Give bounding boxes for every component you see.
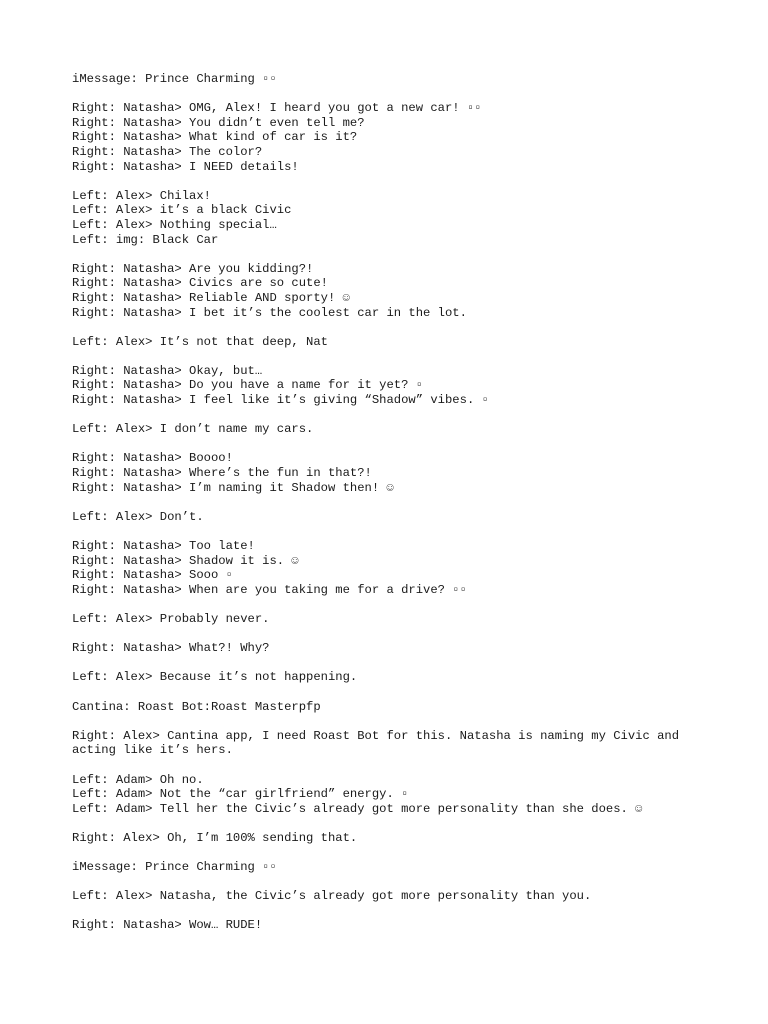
text-line: Left: Alex> it’s a black Civic bbox=[72, 203, 292, 218]
text-line: Right: Natasha> Do you have a name for it yet? ▫ bbox=[72, 378, 424, 393]
text-line: Right: Natasha> Too late! bbox=[72, 539, 255, 553]
text-line: Right: Natasha> I NEED details! bbox=[72, 159, 299, 174]
text-line: Cantina: Roast Bot:Roast Masterpfp bbox=[72, 699, 321, 714]
text-line: Right: Alex> Oh, I’m 100% sending that. bbox=[72, 830, 358, 845]
text-line: Right: Natasha> When are you taking me for a drive? ▫▫ bbox=[72, 582, 467, 597]
text-line: Left: Alex> It’s not that deep, Nat bbox=[72, 334, 328, 349]
text-block bbox=[72, 539, 696, 597]
text-line: Left: Adam> Oh no. bbox=[72, 772, 204, 787]
text-block bbox=[72, 72, 696, 87]
text-block bbox=[72, 641, 696, 656]
text-block bbox=[72, 889, 696, 904]
text-line: Right: Natasha> The color? bbox=[72, 144, 263, 159]
text-line: Right: Natasha> Reliable AND sporty! ☺ bbox=[72, 290, 350, 305]
text-line: Left: Alex> Don’t. bbox=[72, 509, 204, 524]
text-line: Right: Natasha> Wow… RUDE! bbox=[72, 918, 263, 933]
text-line: Right: Natasha> OMG, Alex! I heard you got a new car! ▫▫ bbox=[72, 101, 482, 116]
text-block bbox=[72, 262, 696, 320]
text-line: Right: Natasha> Where’s the fun in that?! bbox=[72, 466, 372, 481]
text-line: Right: Natasha> Okay, but… bbox=[72, 363, 263, 378]
text-line: Left: Adam> Not the “car girlfriend” energy. ▫ bbox=[72, 787, 409, 802]
text-block bbox=[72, 612, 696, 627]
text-line: Left: Alex> Because it’s not happening. bbox=[72, 670, 358, 685]
text-block bbox=[72, 451, 696, 495]
text-line: Right: Natasha> Shadow it is. ☺ bbox=[72, 553, 299, 568]
text-block bbox=[72, 101, 696, 174]
text-block bbox=[72, 773, 696, 817]
text-line: Right: Natasha> Sooo ▫ bbox=[72, 568, 233, 583]
text-block bbox=[72, 670, 696, 685]
text-block bbox=[72, 189, 696, 247]
text-line: Right: Natasha> Boooo! bbox=[72, 451, 233, 466]
text-line: Right: Natasha> I bet it’s the coolest car in the lot. bbox=[72, 305, 467, 320]
text-line: Right: Alex> Cantina app, I need Roast Bot for this. Natasha is naming my Civic and acting like it’s hers. bbox=[72, 728, 687, 758]
text-line: iMessage: Prince Charming ▫▫ bbox=[72, 72, 277, 86]
text-block bbox=[72, 510, 696, 525]
text-line: Right: Natasha> I’m naming it Shadow then! ☺ bbox=[72, 480, 394, 495]
text-line: Right: Natasha> Civics are so cute! bbox=[72, 276, 328, 291]
text-line: Right: Natasha> Are you kidding?! bbox=[72, 261, 314, 276]
text-line: Right: Natasha> You didn’t even tell me? bbox=[72, 115, 365, 130]
text-line: Left: Alex> Nothing special… bbox=[72, 217, 277, 232]
text-line: Right: Natasha> What kind of car is it? bbox=[72, 130, 358, 145]
text-block bbox=[72, 729, 696, 758]
text-line: Left: Alex> Chilax! bbox=[72, 188, 211, 203]
text-line: Left: Alex> Probably never. bbox=[72, 611, 270, 626]
text-line: Right: Natasha> What?! Why? bbox=[72, 641, 270, 656]
text-line: Left: Alex> Natasha, the Civic’s already got more personality than you. bbox=[72, 889, 592, 904]
text-line: Left: Alex> I don’t name my cars. bbox=[72, 422, 314, 437]
text-line: Left: Adam> Tell her the Civic’s already got more personality than she does. ☺ bbox=[72, 801, 643, 816]
text-line: Right: Natasha> I feel like it’s giving “Shadow” vibes. ▫ bbox=[72, 393, 489, 408]
text-block bbox=[72, 364, 696, 408]
text-block bbox=[72, 918, 696, 933]
text-line: Left: img: Black Car bbox=[72, 232, 219, 247]
text-block bbox=[72, 860, 696, 875]
text-block bbox=[72, 335, 696, 350]
text-block bbox=[72, 700, 696, 715]
text-block bbox=[72, 831, 696, 846]
text-line: iMessage: Prince Charming ▫▫ bbox=[72, 860, 277, 875]
text-block bbox=[72, 422, 696, 437]
